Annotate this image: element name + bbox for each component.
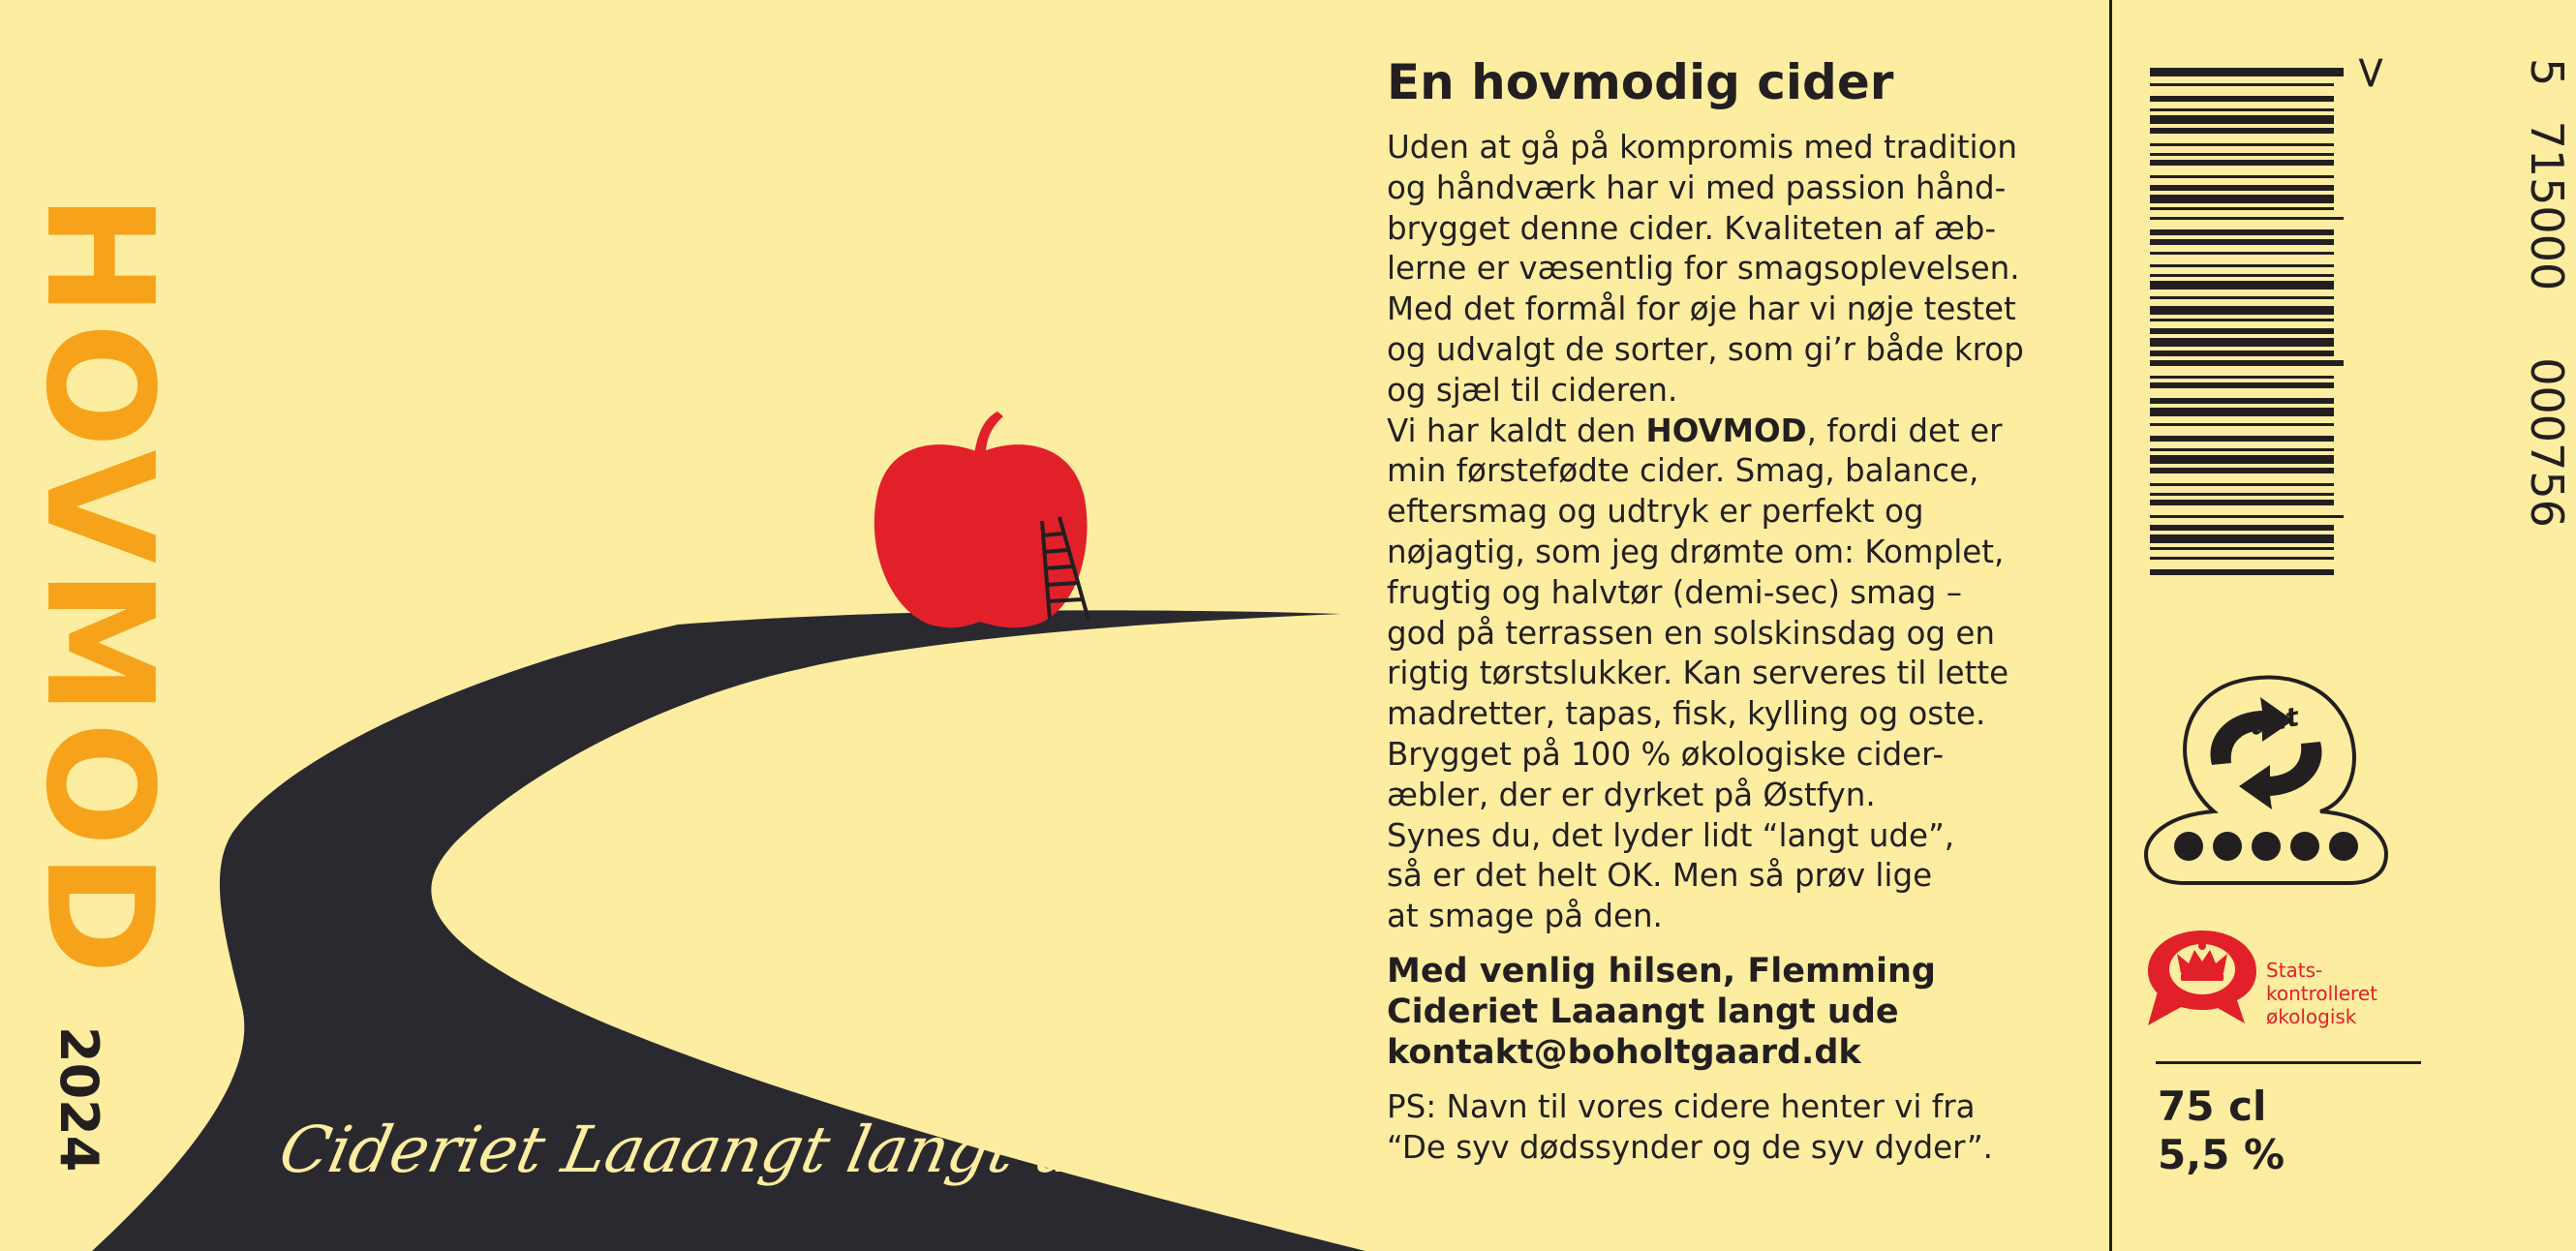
danish-crown-eco-icon <box>2144 925 2260 1031</box>
brand-name: HOVMOD <box>14 194 185 981</box>
barcode-bar <box>2150 493 2334 496</box>
body-line: rigtig tørstslukker. Kan serveres til lette <box>1387 655 2009 692</box>
body-line: eftersmag og udtryk er perfekt og <box>1387 493 1924 531</box>
body-line: min førstefødte cider. Smag, balance, <box>1387 452 1979 490</box>
barcode-bar <box>2150 483 2334 486</box>
eco-line: Stats- <box>2266 959 2323 982</box>
barcode-bar <box>2150 557 2334 560</box>
eco-certification-text <box>2266 959 2377 1028</box>
postscript-line: “De syv dødssynder og de syv dyder”. <box>1387 1128 1993 1166</box>
barcode-bar <box>2150 274 2334 277</box>
description-panel <box>1387 50 2103 1168</box>
barcode-bar <box>2150 281 2334 290</box>
body-line: Synes du, det lyder lidt “langt ude”, <box>1387 816 1955 854</box>
barcode-bar <box>2150 338 2334 347</box>
body-line: brygget denne cider. Kvaliteten af æb- <box>1387 209 1997 247</box>
body-line: så er det helt OK. Men så prøv lige <box>1387 857 1933 895</box>
description-heading: En hovmodig cider <box>1387 54 1894 110</box>
volume-info <box>2158 1083 2285 1179</box>
body-line <box>1387 412 2103 452</box>
barcode-bar <box>2150 68 2344 76</box>
barcode-bar <box>2150 229 2334 235</box>
signature-block <box>1387 951 2103 1073</box>
barcode-bar <box>2150 264 2334 267</box>
signature-line: Med venlig hilsen, Flemming <box>1387 951 1936 991</box>
recycle-arrows-icon <box>2136 639 2398 891</box>
cidery-script-name: Cideriet Laaangt langt ude <box>272 1113 1164 1187</box>
apple-icon <box>874 412 1088 627</box>
signature-line: Cideriet Laaangt langt ude <box>1387 992 1899 1031</box>
barcode-bar <box>2150 423 2334 426</box>
barcode-bar <box>2150 515 2344 518</box>
alcohol-percentage: 5,5 % <box>2158 1131 2285 1178</box>
barcode-arrow: > <box>2346 53 2399 92</box>
body-line: Med det formål for øje har vi nøje testet <box>1387 290 2016 328</box>
postscript <box>1387 1086 2103 1168</box>
barcode-bar <box>2150 468 2334 473</box>
barcode-bar <box>2150 408 2334 416</box>
barcode-bar <box>2150 360 2344 366</box>
postscript-line: PS: Navn til vores cidere henter vi fra <box>1387 1087 1976 1125</box>
body-line: og udvalgt de sorter, som gi’r både krop <box>1387 330 2024 368</box>
barcode-bar <box>2150 376 2334 379</box>
eco-line: økologisk <box>2266 1005 2357 1028</box>
barcode-bar <box>2150 207 2334 210</box>
body-line: nøjagtig, som jeg drømte om: Komplet, <box>1387 533 2005 570</box>
barcode-bar <box>2150 382 2334 388</box>
barcode-bar <box>2150 239 2334 245</box>
barcode-bar <box>2150 83 2334 86</box>
barcode-bar <box>2150 319 2334 321</box>
barcode-bar <box>2150 128 2334 134</box>
body-text: Vi har kaldt den <box>1387 412 1646 449</box>
body-line: god på terrassen en solskinsdag og en <box>1387 614 1995 652</box>
body-line: lerne er væsentlig for smagsoplevelsen. <box>1387 250 2020 288</box>
body-brand-bold: HOVMOD <box>1645 412 1807 449</box>
barcode-bar <box>2150 436 2334 442</box>
barcode-bar <box>2150 398 2334 404</box>
barcode-bar <box>2150 185 2334 191</box>
body-text: , fordi det er <box>1806 412 2003 449</box>
body-line: madretter, tapas, fisk, kylling og oste. <box>1387 695 1986 733</box>
barcode-bar <box>2150 108 2334 111</box>
body-line: og håndværk har vi med passion hånd- <box>1387 168 2007 206</box>
barcode-digits <box>2518 58 2576 542</box>
barcode-digit-group: 000756 <box>2521 357 2573 528</box>
barcode-digit-group: 715000 <box>2521 120 2573 291</box>
vintage-year: 2024 <box>48 1026 109 1173</box>
panel-divider <box>2109 0 2112 1251</box>
barcode-bar <box>2150 351 2334 356</box>
barcode-bar <box>2150 525 2334 531</box>
barcode-digit-group: 5 <box>2521 58 2573 87</box>
barcode-bar <box>2150 328 2334 334</box>
barcode-bar <box>2150 455 2334 464</box>
barcode-bar <box>2150 500 2334 505</box>
barcode-bar <box>2150 296 2334 299</box>
volume-amount: 75 cl <box>2158 1083 2267 1130</box>
barcode-bar <box>2150 547 2334 550</box>
barcode-bar <box>2150 448 2334 451</box>
barcode-icon <box>2150 58 2353 581</box>
body-line: og sjæl til cideren. <box>1387 371 1678 409</box>
barcode-bar <box>2150 143 2334 146</box>
body-line: at smage på den. <box>1387 898 1663 935</box>
barcode-bar <box>2150 252 2334 255</box>
barcode-bar <box>2150 569 2334 575</box>
barcode-bar <box>2150 306 2334 315</box>
body-line: Brygget på 100 % økologiske cider- <box>1387 735 1945 773</box>
volume-divider <box>2156 1061 2421 1064</box>
barcode-bar <box>2150 195 2334 203</box>
barcode-bar <box>2150 175 2334 178</box>
body-line: Uden at gå på kompromis med tradition <box>1387 129 2017 166</box>
barcode-bar <box>2150 217 2344 220</box>
barcode-bar <box>2150 96 2334 102</box>
body-line: æbler, der er dyrket på Østfyn. <box>1387 776 1876 813</box>
barcode-bar <box>2150 160 2334 166</box>
barcode-bar <box>2150 153 2334 156</box>
barcode-bar <box>2150 534 2334 543</box>
barcode-bar <box>2150 115 2334 124</box>
eco-line: kontrolleret <box>2266 982 2377 1005</box>
pant-label: Pant <box>2230 702 2302 746</box>
description-body <box>1387 128 2103 937</box>
contact-email: kontakt@boholtgaard.dk <box>1387 1032 1861 1072</box>
body-line: frugtig og halvtør (demi-sec) smag – <box>1387 573 1962 611</box>
